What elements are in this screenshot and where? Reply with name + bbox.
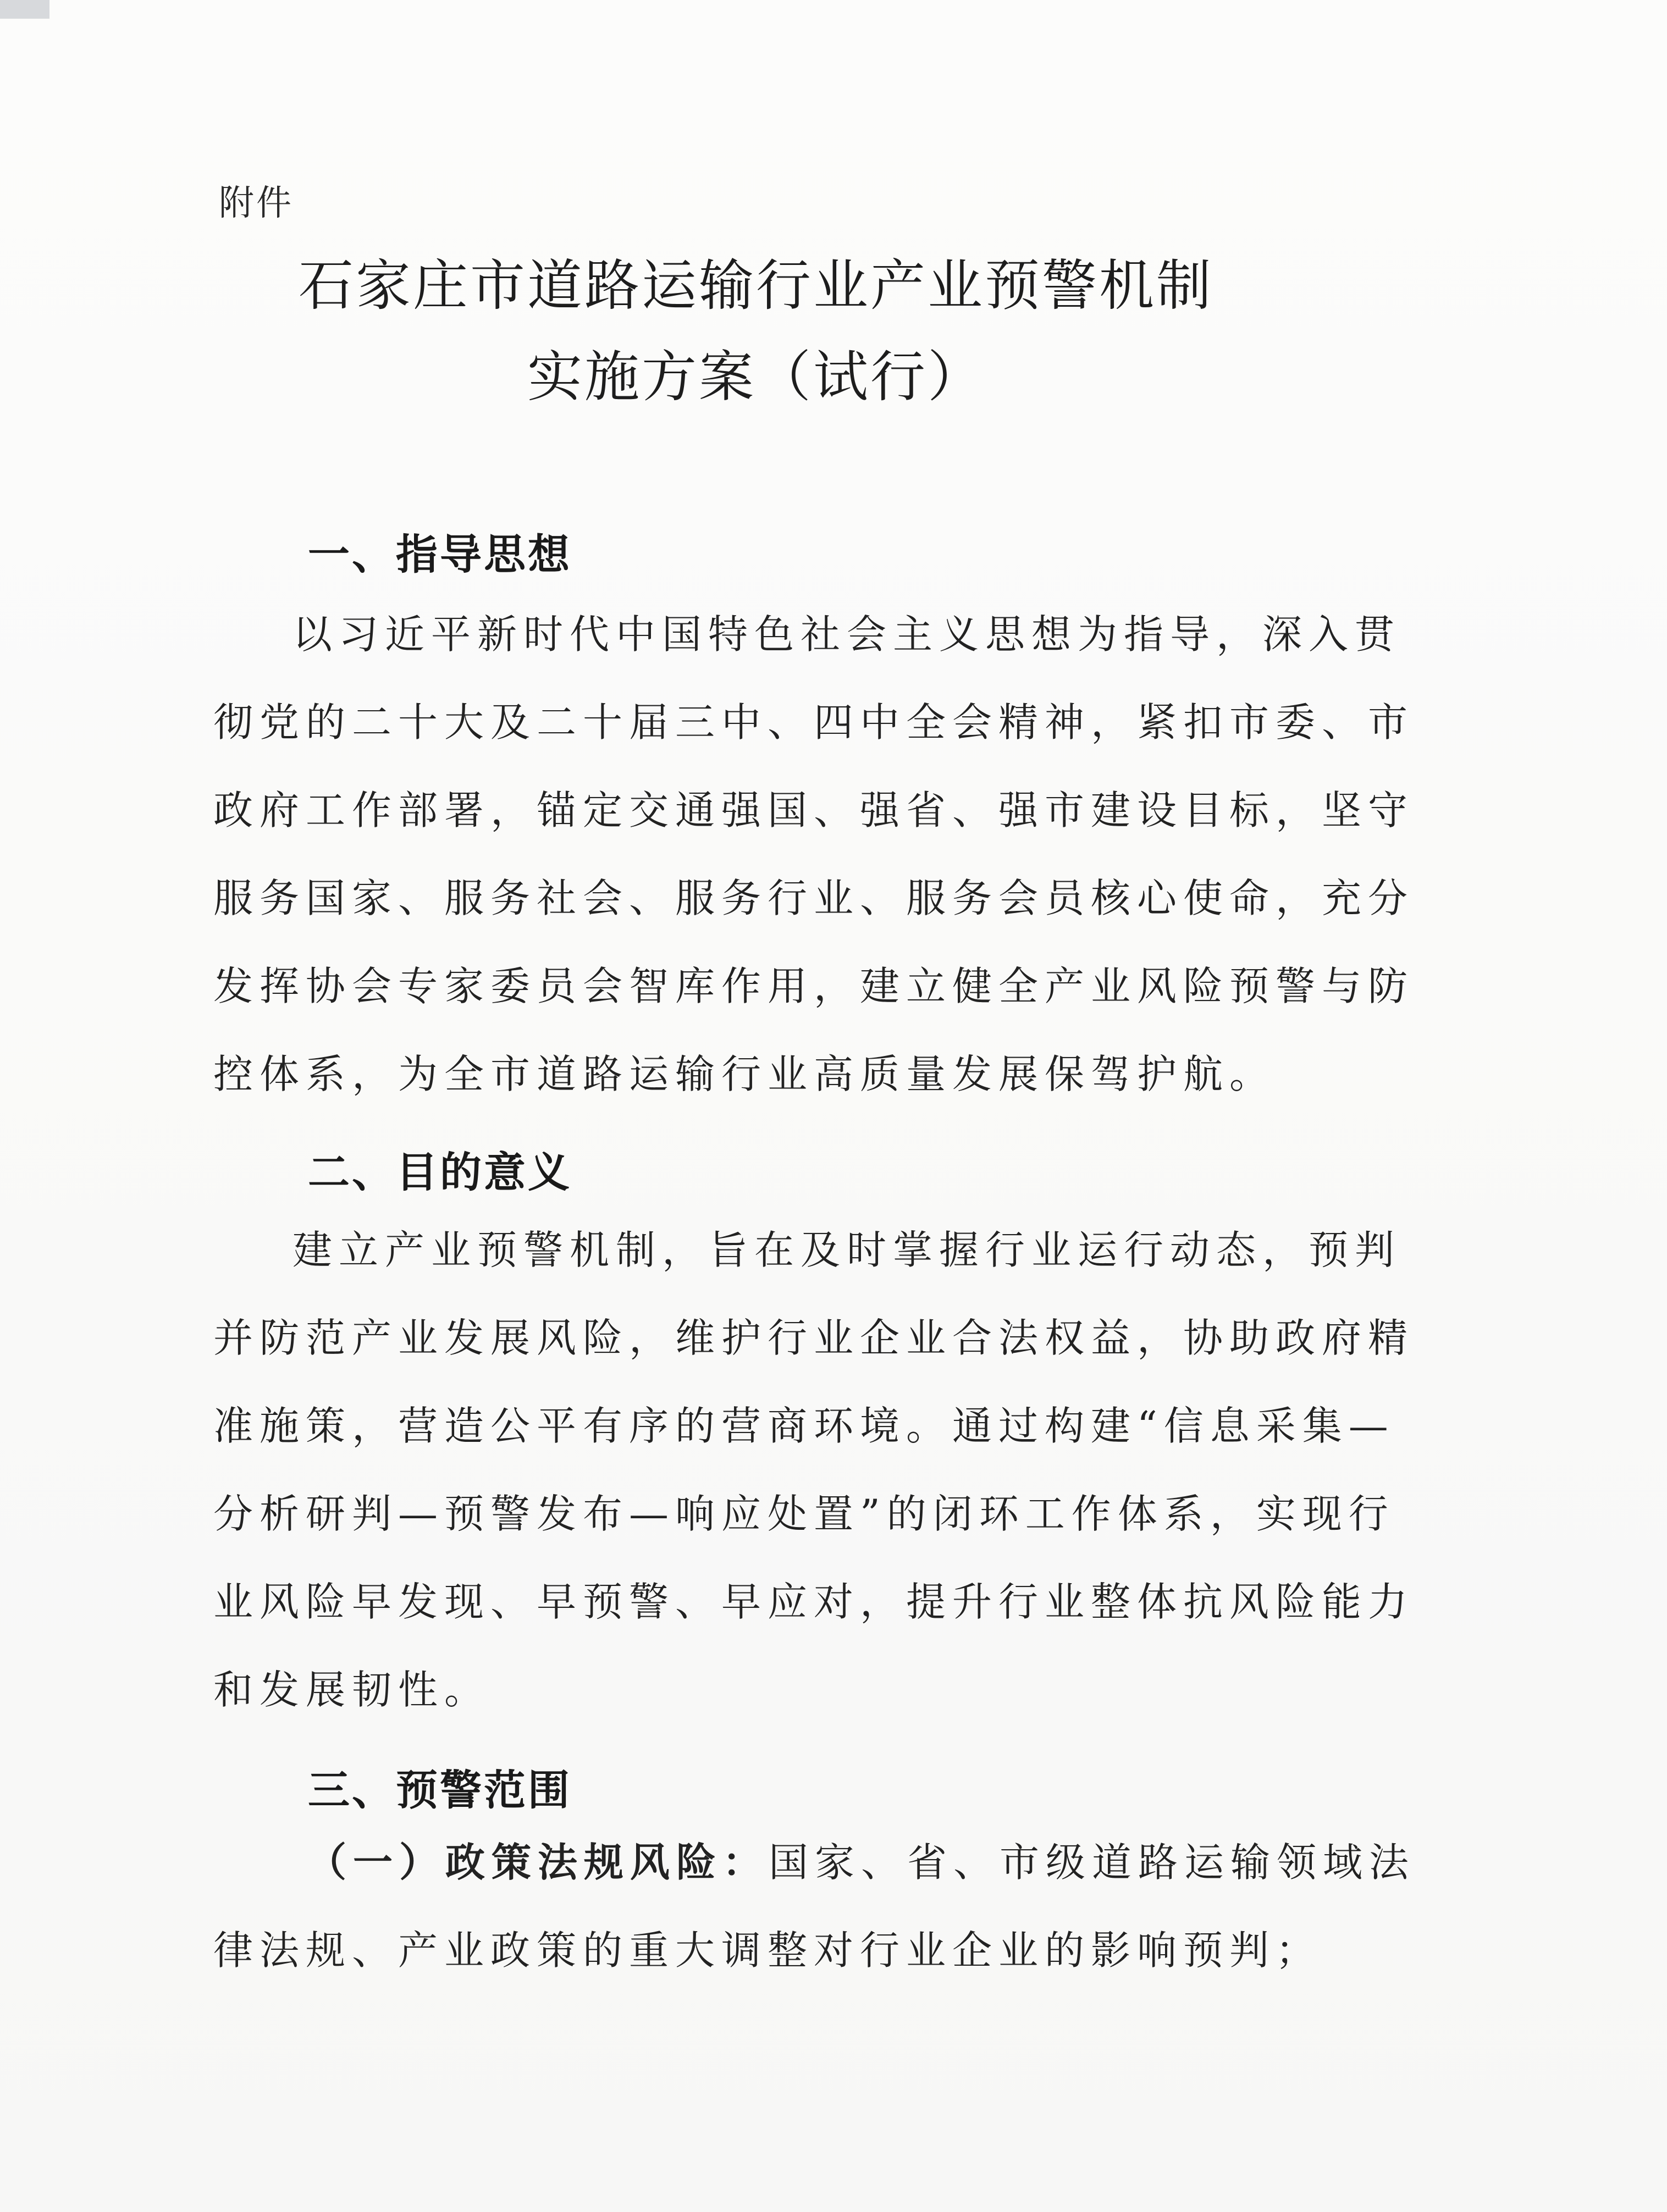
paragraph-line: 并防范产业发展风险，维护行业企业合法权益，协助政府精 bbox=[213, 1315, 1415, 1361]
paragraph-line: 控体系，为全市道路运输行业高质量发展保驾护航。 bbox=[213, 1051, 1276, 1097]
paragraph-line: 律法规、产业政策的重大调整对行业企业的影响预判； bbox=[213, 1927, 1322, 1973]
paragraph-line: 业风险早发现、早预警、早应对，提升行业整体抗风险能力 bbox=[213, 1579, 1415, 1625]
scan-corner-mark bbox=[0, 0, 49, 19]
paragraph-line: 建立产业预警机制，旨在及时掌握行业运行动态，预判 bbox=[292, 1227, 1401, 1273]
paragraph-line: 发挥协会专家委员会智库作用，建立健全产业风险预警与防 bbox=[213, 963, 1415, 1009]
document-title-line-2: 实施方案（试行） bbox=[527, 345, 985, 409]
section-heading-purpose: 二、目的意义 bbox=[308, 1148, 572, 1197]
document-title-line-1: 石家庄市道路运输行业产业预警机制 bbox=[299, 253, 1213, 318]
section-paragraph-purpose bbox=[213, 1206, 1415, 1734]
section-paragraph-guiding-ideology bbox=[213, 590, 1415, 1118]
paragraph-line: 分析研判—预警发布—响应处置”的闭环工作体系，实现行 bbox=[213, 1491, 1395, 1537]
paragraph-line: 和发展韧性。 bbox=[213, 1667, 491, 1713]
paragraph-line: 以习近平新时代中国特色社会主义思想为指导，深入贯 bbox=[292, 611, 1401, 657]
item-lead: （一）政策法规风险： bbox=[307, 1839, 769, 1885]
paragraph-line: 彻党的二十大及二十届三中、四中全会精神，紧扣市委、市 bbox=[213, 699, 1415, 745]
item-text: 国家、省、市级道路运输领域法 bbox=[769, 1839, 1416, 1885]
paragraph-line bbox=[213, 1818, 1416, 1906]
section-heading-guiding-ideology: 一、指导思想 bbox=[308, 530, 572, 579]
paragraph-line: 准施策，营造公平有序的营商环境。通过构建“信息采集— bbox=[213, 1403, 1395, 1449]
paragraph-line: 服务国家、服务社会、服务行业、服务会员核心使命，充分 bbox=[213, 875, 1415, 921]
section-heading-warning-scope: 三、预警范围 bbox=[308, 1766, 572, 1815]
attachment-label: 附件 bbox=[219, 183, 294, 224]
paragraph-line: 政府工作部署，锚定交通强国、强省、强市建设目标，坚守 bbox=[213, 787, 1415, 833]
section-paragraph-warning-scope bbox=[213, 1818, 1416, 1994]
